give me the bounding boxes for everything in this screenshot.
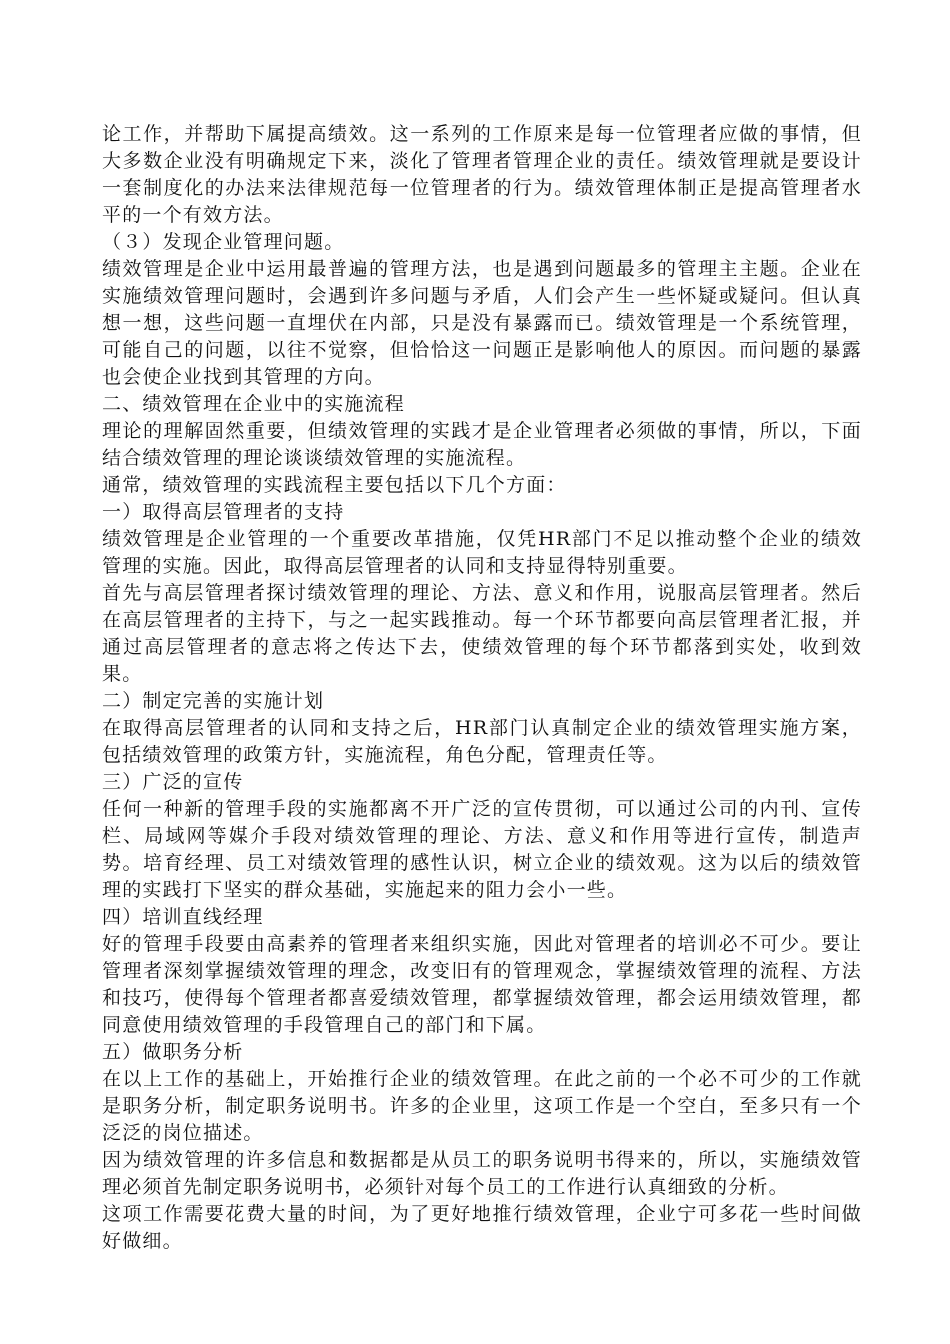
- paragraph: 这项工作需要花费大量的时间，为了更好地推行绩效管理，企业宁可多花一些时间做好做细。: [102, 1203, 862, 1252]
- section-heading: 四）培训直线经理: [102, 906, 264, 928]
- paragraph: 在取得高层管理者的认同和支持之后，HR部门认真制定企业的绩效管理实施方案，包括绩效管理的政策方针，实施流程，角色分配，管理责任等。: [102, 717, 862, 766]
- section-heading: 五）做职务分析: [102, 1041, 244, 1063]
- paragraph: 在以上工作的基础上，开始推行企业的绩效管理。在此之前的一个必不可少的工作就是职务分析，制定职务说明书。许多的企业里，这项工作是一个空白，至多只有一个泛泛的岗位描述。: [102, 1068, 862, 1144]
- paragraph: 好的管理手段要由高素养的管理者来组织实施，因此对管理者的培训必不可少。要让管理者深刻掌握绩效管理的理念，改变旧有的管理观念，掌握绩效管理的流程、方法和技巧，使得每个管理者都喜爱绩效管理，都掌握绩效管理，都会运用绩效管理，都同意使用绩效管理的手段管理自己的部门和下属。: [102, 933, 862, 1036]
- paragraph: 绩效管理是企业管理的一个重要改革措施，仅凭HR部门不足以推动整个企业的绩效管理的实施。因此，取得高层管理者的认同和支持显得特别重要。: [102, 528, 862, 577]
- paragraph: 绩效管理是企业中运用最普遍的管理方法，也是遇到问题最多的管理主主题。企业在实施绩效管理问题时，会遇到许多问题与矛盾，人们会产生一些怀疑或疑问。但认真想一想，这些问题一直埋伏在内部，只是没有暴露而已。绩效管理是一个系统管理，可能自己的问题，以往不觉察，但恰恰这一问题正是影响他人的原因。而问题的暴露也会使企业找到其管理的方向。: [102, 258, 862, 388]
- paragraph: 任何一种新的管理手段的实施都离不开广泛的宣传贯彻，可以通过公司的内刊、宣传栏、局域网等媒介手段对绩效管理的理论、方法、意义和作用等进行宣传，制造声势。培育经理、员工对绩效管理的感性认识，树立企业的绩效观。这为以后的绩效管理的实践打下坚实的群众基础，实施起来的阻力会小一些。: [102, 798, 862, 901]
- section-heading: 三）广泛的宣传: [102, 771, 244, 793]
- paragraph: 因为绩效管理的许多信息和数据都是从员工的职务说明书得来的，所以，实施绩效管理必须首先制定职务说明书，必须针对每个员工的工作进行认真细致的分析。: [102, 1149, 862, 1198]
- paragraph: 论工作，并帮助下属提高绩效。这一系列的工作原来是每一位管理者应做的事情，但大多数企业没有明确规定下来，淡化了管理者管理企业的责任。绩效管理就是要设计一套制度化的办法来法律规范每一位管理者的行为。绩效管理体制正是提高管理者水平的一个有效方法。: [102, 123, 862, 226]
- section-heading: 二、绩效管理在企业中的实施流程: [102, 393, 406, 415]
- paragraph: 通常，绩效管理的实践流程主要包括以下几个方面：: [102, 474, 567, 496]
- paragraph: 首先与高层管理者探讨绩效管理的理论、方法、意义和作用，说服高层管理者。然后在高层管理者的主持下，与之一起实践推动。每一个环节都要向高层管理者汇报，并通过高层管理者的意志将之传达下去，使绩效管理的每个环节都落到实处，收到效果。: [102, 582, 862, 685]
- paragraph: 理论的理解固然重要，但绩效管理的实践才是企业管理者必须做的事情，所以，下面结合绩效管理的理论谈谈绩效管理的实施流程。: [102, 420, 862, 469]
- section-heading: 二）制定完善的实施计划: [102, 690, 325, 712]
- section-heading: （３）发现企业管理问题。: [102, 231, 345, 253]
- section-heading: 一）取得高层管理者的支持: [102, 501, 345, 523]
- document-page: [102, 121, 862, 1255]
